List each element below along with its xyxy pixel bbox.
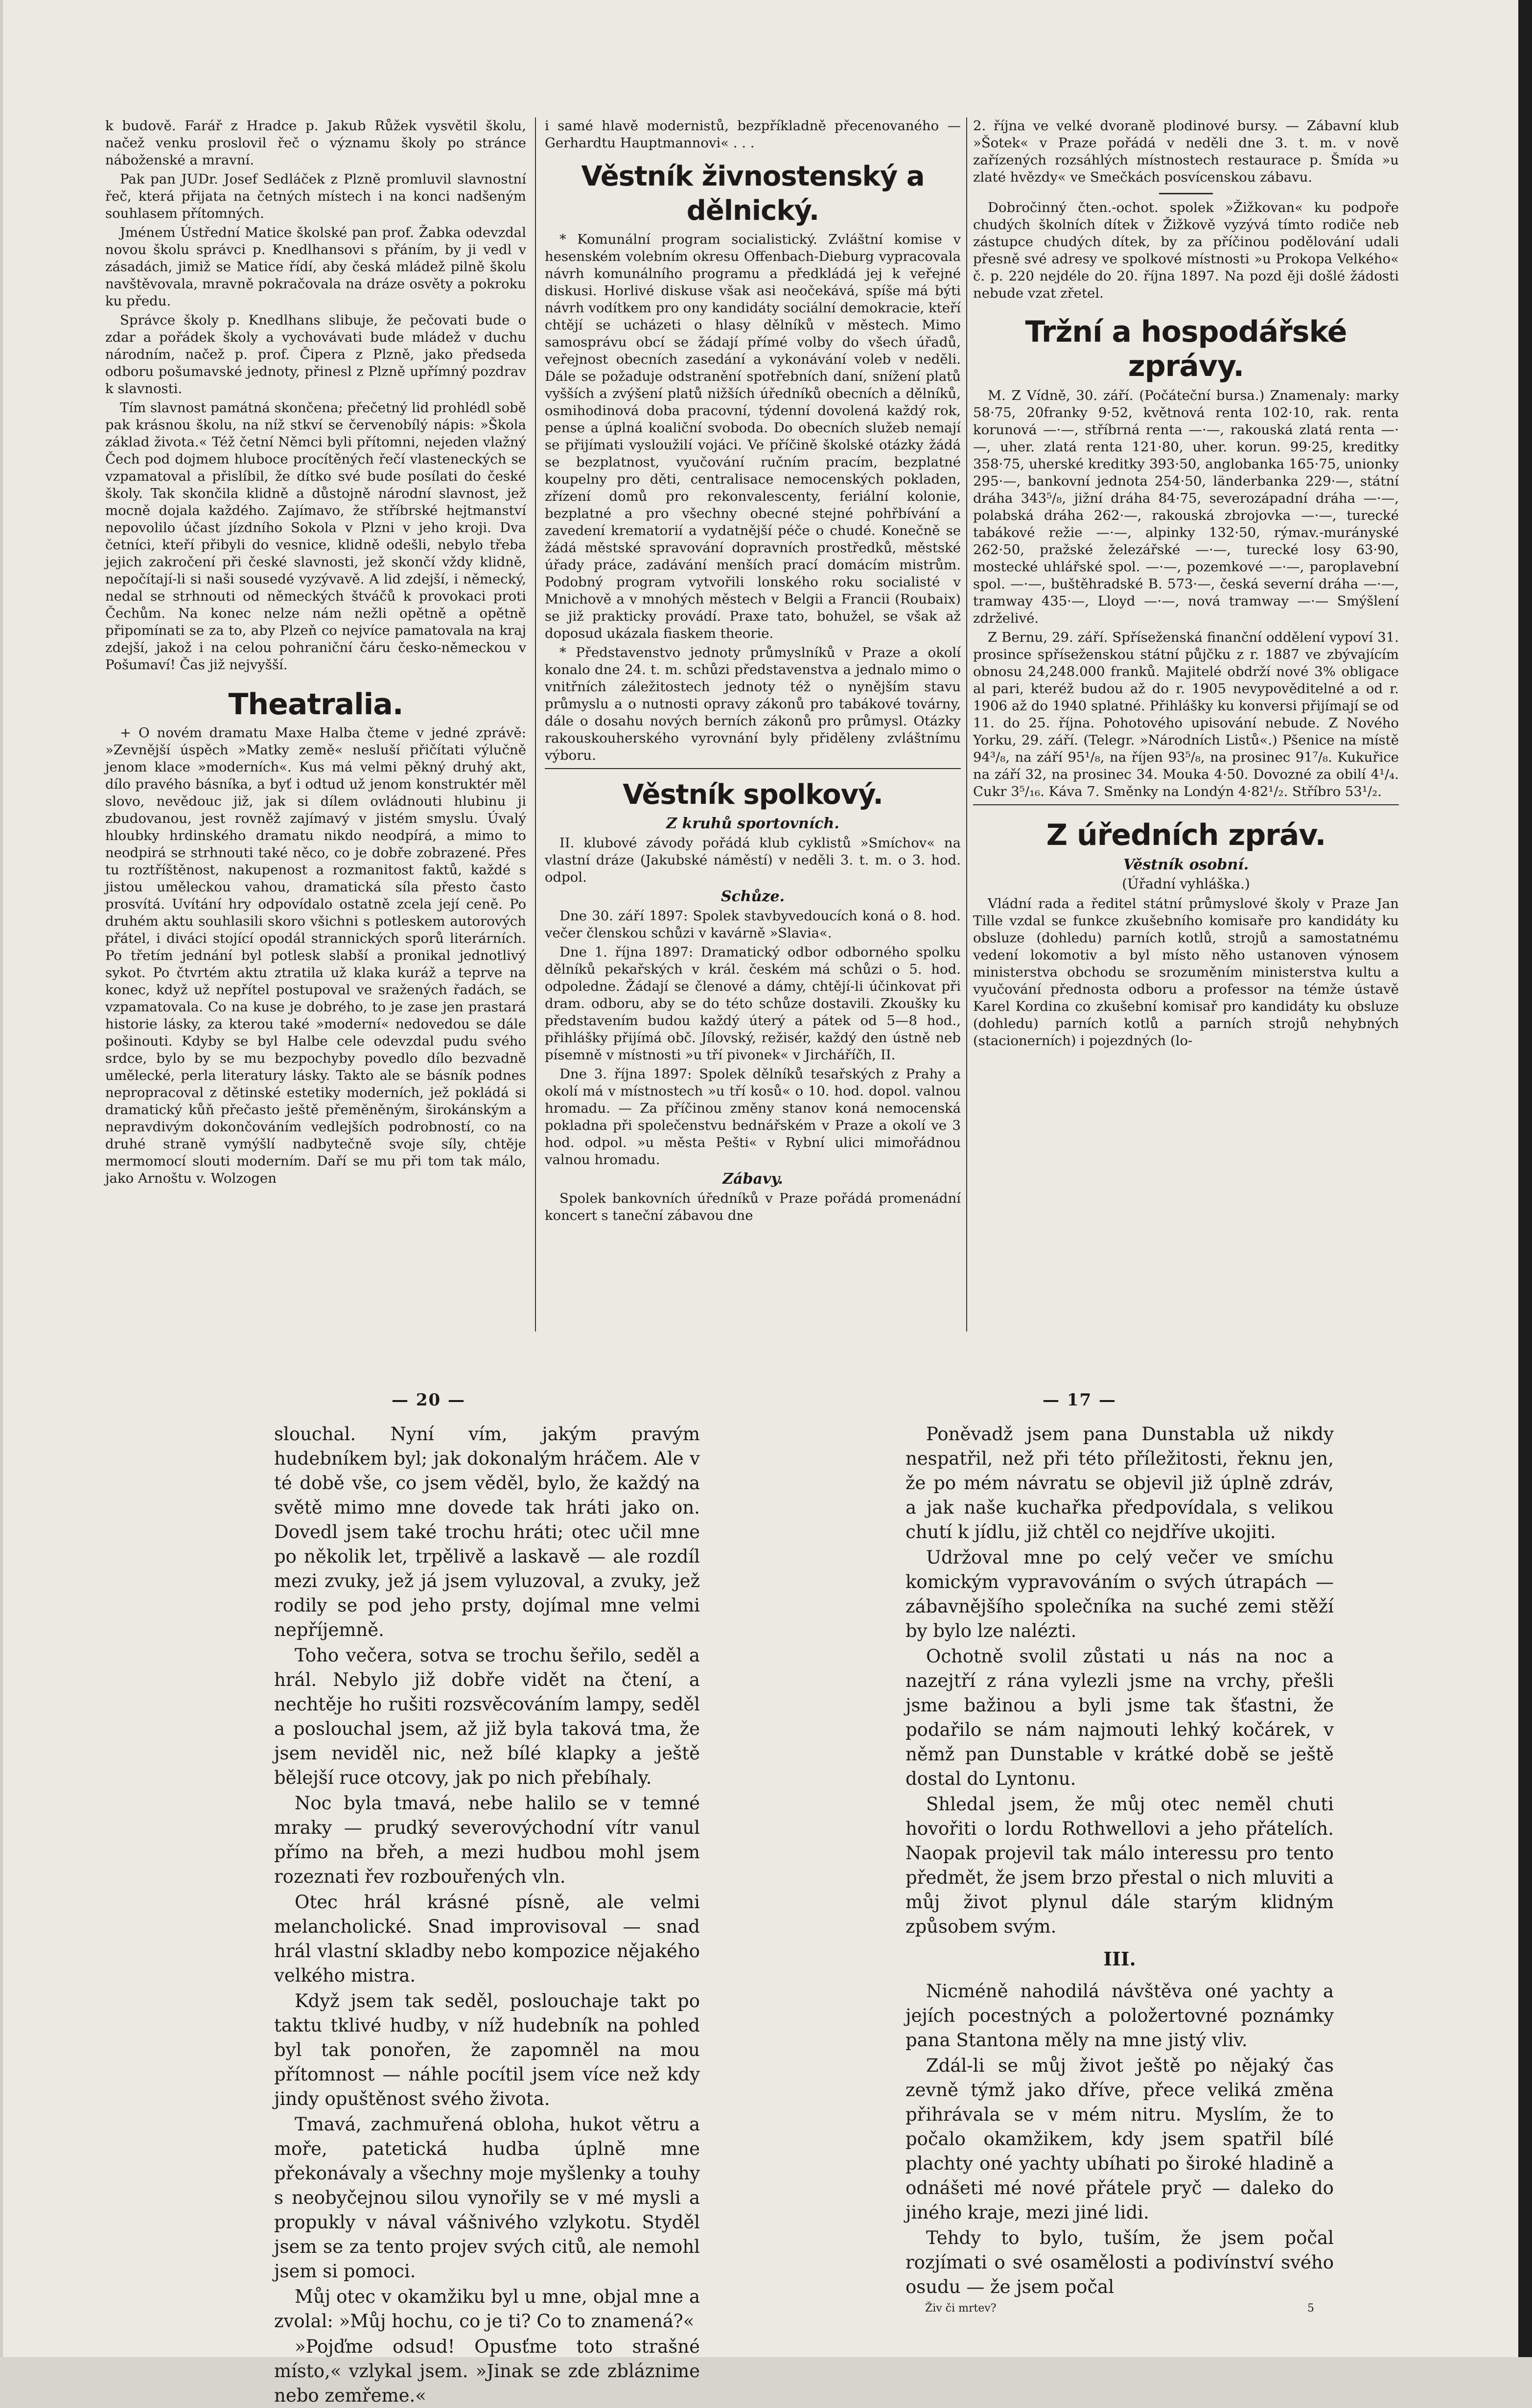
- paragraph: Správce školy p. Knedlhans slibuje, že pečovati bude o zdar a pořádek školy a vychovávati bude mládež v duchu národním, načež p. prof. Čipera z Plzně, jako předseda odboru pošumavské jednoty, přinesl z Plzně upřímný pozdrav k slavnosti.: [105, 312, 526, 397]
- section-heading-trzni-zpravy: Tržní a hospodářské zprávy.: [1025, 315, 1347, 383]
- paragraph: Dobročinný čten.-ochot. spolek »Žižkovan« ku podpoře chudých školních dítek v Žižkově vyzývá tímto rodiče neb zástupce chudých dítek, by za příčinou podělování udali přesně své adresy ve spolkové místnosti »u Prokopa Velkého« č. p. 220 nejdéle do 20. října 1897. Na pozd ěji došlé žádosti nebude vzat zřetel.: [973, 200, 1399, 301]
- subheading: Věstník osobní.: [1123, 856, 1249, 873]
- subheading-note: (Úřadní vyhláška.): [1122, 876, 1250, 892]
- page-footer: [905, 2302, 1334, 2314]
- paragraph: Když jsem tak seděl, poslouchaje takt po taktu tklivé hudby, v níž hudebník na pohled byl tak ponořen, že zapomněl na mou přítomnost — náhle pocítil jsem více než kdy jindy opuštěnost svého života.: [274, 1990, 700, 2109]
- paragraph: Vládní rada a ředitel státní průmyslové školy v Praze Jan Tille vzdal se funkce zkušebního komisaře pro kandidáty ku obsluze (dohledu) parních kotlů, strojů a samostatnému vedení lokomotiv a byl místo něho ustanoven výnosem ministerstva obchodu se srozuměním ministerstva kultu a vyučování přednosta odboru a professor na témže ústavě Karel Kordina co zkušební komisař pro kandidáty ku obsluze (dohledu) parních kotlů a parních strojů nehybných (stacionerních) i pojezdných (lo-: [973, 896, 1399, 1049]
- subheading: Z kruhů sportovních.: [666, 815, 839, 832]
- chapter-number: III.: [1103, 1948, 1136, 1970]
- paragraph: Ochotně svolil zůstati u nás na noc a nazejtří z rána vylezli jsme na vrchy, přešli jsme bažinou a byli jsme tak šťastni, že podařilo se nám najmouti lehký kočárek, v němž pan Dunstable v krátké době se ještě dostal do Lyntonu.: [905, 1646, 1334, 1789]
- subheading: Schůze.: [720, 888, 785, 905]
- paragraph: Udržoval mne po celý večer ve smíchu komickým vypravováním o svých útrapách — zábavnějšího společníka na suché zemi stěží by bylo lze nalézti.: [905, 1547, 1334, 1641]
- section-heading-vestnik-zivnostensky: Věstník živnostenský a dělnický.: [581, 161, 925, 227]
- footer-page: 5: [1307, 2302, 1314, 2314]
- page-number-left: — 20 —: [392, 1390, 465, 1410]
- page-number-right: — 17 —: [1043, 1390, 1116, 1410]
- paragraph: Dne 1. října 1897: Dramatický odbor odborného spolku dělníků pekařských v král. českém má schůzi o 5. hod. odpoledne. Žádají se členové a dámy, chtějí-li účinkovat při dram. odboru, aby se do této schůze dostavili. Zkoušky ku představením budou každý úterý a pátek od 5—8 hod., přihlášky přijímá obč. Jílovský, režisér, každý den ústně neb písemně v místnosti »u tří pivonek« v Jircháříčh, II.: [545, 944, 961, 1063]
- paragraph: Zdál-li se můj život ještě po nějaký čas zevně týmž jako dříve, přece veliká změna přihrávala se v mém nitru. Myslím, že to počalo okamžikem, kdy jsem spatřil bílé plachty oné yachty ubíhati po široké hladině a odnášeti mé nové přátele pryč — daleko do jiného kraje, mezi jiné lidi.: [905, 2055, 1334, 2223]
- paragraph: »Pojďme odsud! Opusťme toto strašné místo,« vzlykal jsem. »Jinak se zde zbláznime nebo zemřeme.«: [274, 2336, 700, 2406]
- column-middle: [545, 117, 961, 1366]
- paragraph: + O novém dramatu Maxe Halba čteme v jedné zprávě: »Zevnější úspěch »Matky země« nesluší přičítati výlučně jenom klace »moderních«. Kus má velmi pěkný druhý akt, dílo pravého básníka, a byť i odtud už jenom konstruktér měl slovo, nevědouc již, jak si dílem ovládnouti hlubinu ji zbudovanou, jest rovněž zajímavý v jistém smyslu. Úvalý hloubky hrdinského dramatu nikdo neodpírá, a mimo to neodpirá se strhnouti také něco, co je dobře zobrazené. Přes tu roztříštěnost, nakupenost a rozmanitost faktů, každé s jistou uměleckou vahou, dramatická síla přesto často prosvítá. Uvítání hry odpovídalo ostatně zcela její ceně. Po druhém aktu souhlasili skoro všichni s potleskem autorových přátel, i diváci stojící opodál strannických sporů literárních. Po třetím jednání byl potlesk slabší a pronikal jednotlivý sykot. Po čtvrtém aktu ztratila už klaka kuráž a teprve na konec, když už nepřítel postupoval ve sražených řadách, se vzpamatovala. Co na kuse je dobrého, to je zase jen prastará historie lásky, za kterou také »moderní« nedovedou se dále pošinouti. Kdyby se byl Halbe cele odevzdal pudu svého srdce, bylo by se mu bezpochyby povedlo dílo bezvadně umělecké, perla literatury lásky. Takto ale se básník podnes nepropracoval z dětinské estetiky moderních, jež pokládá si dramatický kůň přečasto ještě přeměněným, širokánským a nepravdivým dokončováním vedlejších podrobností, co na druhé straně vymýšlí nadbytečně svoje síly, chtěje mermomocí slouti moderním. Daří se mu při tom tak málo, jako Arnoštu v. Wolzogen: [105, 725, 526, 1186]
- paragraph: Toho večera, sotva se trochu šeřilo, seděl a hrál. Nebylo již dobře vidět na čtení, a nechtěje ho rušiti rozsvěcováním lampy, seděl a poslouchal jsem, až již byla taková tma, že jsem neviděl nic, než bílé klapky a ještě bělejší ruce otcovy, jak po nich přebíhaly.: [274, 1645, 700, 1788]
- paragraph: II. klubové závody pořádá klub cyklistů »Smíchov« na vlastní dráze (Jakubské náměstí) v neděli 3. t. m. o 3. hod. odpol.: [545, 835, 961, 885]
- paragraph: Dne 30. září 1897: Spolek stavbyvedoucích koná o 8. hod. večer členskou schůzi v kavárně »Slavia«.: [545, 908, 961, 941]
- paragraph: * Představenstvo jednoty průmyslníků v Praze a okolí konalo dne 24. t. m. schůzi představenstva a jednalo mimo o vnitřních záležitostech jednoty též o nynějším stavu průmyslu a o nutnosti opravy zákonů pro tabákové továrny, dále o dosahu nových berních zákonů pro průmysl. Otázky rakouskouherského vyrovnání byly přiděleny zvláštnímu výboru.: [545, 645, 961, 763]
- book-page-left: [274, 1422, 700, 2406]
- page-edge-right: [1518, 0, 1532, 2357]
- paragraph: Noc byla tmavá, nebe halilo se v temné mraky — prudký severovýchodní vítr vanul přímo na břeh, a mezi hudbou mohl jsem rozeznati řev rozbouřených vln.: [274, 1793, 700, 1887]
- paragraph: Pak pan JUDr. Josef Sedláček z Plzně promluvil slavnostní řeč, která přijata na četných místech i na konci nadšeným souhlasem přítomných.: [105, 171, 526, 221]
- column-left: [105, 117, 526, 1366]
- paragraph: Dne 3. října 1897: Spolek dělníků tesařských z Prahy a okolí má v místnostech »u tří kosů« o 10. hod. dopol. valnou hromadu. — Za příčinou změny stanov koná nemocenská pokladna při společenstvu bednářském v Praze a okolí ve 3 hod. odpol. »u města Pešti« v Rybní ulici mimořádnou valnou hromadu.: [545, 1066, 961, 1168]
- section-divider: [973, 804, 1399, 805]
- paragraph: Poněvadž jsem pana Dunstabla už nikdy nespatřil, než při této příležitosti, řeknu jen, že po mém návratu se objevil již úplně zdráv, a jak naše kuchařka předpovídala, s velikou chutí k jídlu, již chtěl co nejdříve ukojiti.: [905, 1424, 1334, 1543]
- section-divider: [545, 768, 961, 769]
- footer-title: Živ či mrtev?: [925, 2302, 997, 2314]
- paragraph: M. Z Vídně, 30. září. (Počáteční bursa.) Znamenaly: marky 58·75, 20franky 9·52, květnová renta 102·10, rak. renta korunová —·—, stříbrná renta —·—, rakouská zlatá renta —·—, uher. zlatá renta 121·80, uher. korun. 99·25, kreditky 358·75, uherské kreditky 393·50, anglobanka 165·75, unionky 295·—, bankovní jednota 254·50, länderbanka 229·—, státní dráha 343⁵/₈, jižní dráha 84·75, severozápadní dráha —·—, polabská dráha 262·—, rakouská zbrojovka —·—, turecké tabákové režie —·—, alpinky 132·50, rýmav.-murányské 262·50, pražské železářské —·—, turecké losy 63·90, mostecké uhlářské spol. —·—, pozemkové —·—, paroplavební spol. —·—, buštěhradské B. 573·—, česká severní dráha —·—, tramway 435·—, Lloyd —·—, nová tramway —·— Smýšlení zdrželivé.: [973, 388, 1399, 626]
- section-heading-z-uradnich-zprav: Z úředních zpráv.: [1046, 818, 1326, 852]
- column-rule: [966, 117, 967, 1332]
- paragraph: Nicméně nahodilá návštěva oné yachty a jejích pocestných a položertovné poznámky pana Stantona měly na mne jistý vliv.: [905, 1981, 1334, 2051]
- paragraph: Můj otec v okamžiku byl u mne, objal mne a zvolal: »Můj hochu, co je ti? Co to znamená?«: [274, 2286, 700, 2332]
- paragraph: Jménem Ústřední Matice školské pan prof. Žabka odevzdal novou školu správci p. Knedlhansovi s přáním, by ji vedl v zásadách, jimiž se Matice řídí, aby česká mládež pilně školu navštěvovala, mravně pokračovala na dráze osvěty a pokroku ku předu.: [105, 225, 526, 309]
- paragraph: slouchal. Nyní vím, jakým pravým hudebníkem byl; jak dokonalým hráčem. Ale v té době vše, co jsem věděl, bylo, že každý na světě mimo mne dovede tak hráti jako on. Dovedl jsem také trochu hráti; otec učil mne po několik let, trpělivě a laskavě — ale rozdíl mezi zvuky, jež já jsem vyluzoval, a zvuky, jež rodily se pod jeho prsty, dojímal mne velmi nepříjemně.: [274, 1424, 700, 1640]
- column-rule: [535, 117, 536, 1332]
- page-edge-left: [0, 0, 3, 2357]
- paragraph: Spolek bankovních úředníků v Praze pořádá promenádní koncert s taneční zábavou dne: [545, 1191, 961, 1223]
- paragraph: Shledal jsem, že můj otec neměl chuti hovořiti o lordu Rothwellovi a jeho přátelích. Naopak projevil tak málo interessu pro tento předmět, že jsem brzo přestal o nich mluviti a můj život plynul dále starým klidným způsobem svým.: [905, 1794, 1334, 1937]
- paragraph: i samé hlavě modernistů, bezpříkladně přecenovaného — Gerhardtu Hauptmannovi« . . .: [545, 118, 961, 151]
- paragraph: 2. října ve velké dvoraně plodinové bursy. — Zábavní klub »Šotek« v Praze pořádá v neděli dne 3. t. m. v nově zařízených rozsáhlých místnostech restaurace p. Šmída »u zlaté hvězdy« ve Smečkách posvícenskou zábavu.: [973, 118, 1399, 185]
- paragraph: Tmavá, zachmuřená obloha, hukot větru a moře, patetická hudba úplně mne překonávaly a všechny moje myšlenky a touhy s neobyčejnou silou vynořily se v mé mysli a propukly v nával vášnivého vzlykotu. Styděl jsem se za tento projev svých citů, ale nemohl jsem si pomoci.: [274, 2114, 700, 2282]
- paragraph: Z Bernu, 29. září. Spříseženská finanční oddělení vypoví 31. prosince spříseženskou státní půjčku z r. 1887 ve zbývajícím obnosu 24,248.000 franků. Majitelé obdrží nové 3% obligace al pari, kteréž budou až do r. 1905 nevypověditelné a od r. 1906 až do 1940 splatné. Přihlášky ku konversi přijímají se od 11. do 25. října. Pohotového upisování nebude. Z Nového Yorku, 29. září. (Telegr. »Národních Listů«.) Pšenice na místě 94³/₈, na září 95¹/₈, na říjen 93⁵/₈, na prosinec 91⁷/₈. Kukuřice na září 32, na prosinec 34. Mouka 4·50. Dovozné za obilí 4¹/₄. Cukr 3⁵/₁₆. Káva 7. Směnky na Londýn 4·82¹/₂. Stříbro 53¹/₂.: [973, 630, 1399, 799]
- divider: [1159, 193, 1213, 194]
- paragraph: Tehdy to bylo, tuším, že jsem počal rozjímati o své osamělosti a podivínství svého osudu — že jsem počal: [905, 2227, 1334, 2297]
- paragraph: k budově. Farář z Hradce p. Jakub Růžek vysvětil školu, načež venku proslovil řeč o významu školy po stránce náboženské a mravní.: [105, 118, 526, 168]
- paragraph: Tím slavnost památná skončena; přečetný lid prohlédl sobě pak krásnou školu, na níž stkví se červenobílý nápis: »Škola základ života.« Též četní Němci byli přítomni, nejeden vlažný Čech pod dojmem hluboce procítěných řečí vlasteneckých se vzpamatoval a přislíbil, že dítko své bude posílati do české školy. Tak skončila klidně a důstojně národní slavnost, jež mocně dojala každého. Zajímavo, že stříbrské hejtmanství nepovolilo účast jízdního Sokola v Plzni v jeho kroji. Dva četníci, kteří přibyli do vesnice, klidně odešli, nebylo třeba jejich zakročení při české slavnosti, jež skončí vždy klidně, nepočítají-li si naši sousedé vyzývavě. A lid zdejší, i německý, nedal se strhnouti od německých štváčů k provokaci proti Čechům. Na konec nelze nám nežli opětně a opětně připomínati se za to, aby Plzeň co nejvíce pamatovala na kraj zdejší, jakož i na celou pohraniční čáru česko-německou v Pošumaví! Čas již nejvyšší.: [105, 400, 526, 673]
- section-heading-vestnik-spolkovy: Věstník spolkový.: [623, 779, 883, 811]
- paragraph: * Komunální program socialistický. Zvláštní komise v hesenském volebním okresu Offenbach-Dieburg vypracovala návrh komunálního programu a předkládá jej k veřejné diskusi. Horlivé diskuse však asi neočekává, spíše má býti návrh vodítkem pro ony kandidáty sociální demokracie, kteří chtějí se ucházeti o hlasy dělníků v městech. Mimo samosprávu obcí se žádají přímé volby do všech úřadů, veřejnost obecních zasedání a vykonávání voleb v neděli. Dále se požaduje odstranění spotřebních daní, snížení platů vyšších a zvýšení platů nižších úředníků obecních a dělníků, osmihodinová doba pracovní, týdenní dovolená každý rok, pense a úplná koaliční svoboda. Do obecních služeb nemají se přijímati vysloužilí vojáci. Ve příčině školské otázky žádá se bezplatnost, vyučování ručním pracím, bezplatné koupelny pro děti, centralisace nemocenských pokladen, zřízení domů pro rekonvalescenty, feriální kolonie, bezplatné a pro všechny obecné stejné pohřbívání a zavedení krematorií a vydatnější péče o chudé. Konečně se žádá městské spravování dopravních prostředků, městské úřady práce, zadávání menších prací domácím mistrům. Podobný program vytvořili lonského roku socialisté v Mnichově a v mnohých městech v Belgii a Francii (Roubaix) se již prakticky provádí. Praxe tato, bohužel, se však až doposud ukázala fiaskem theorie.: [545, 232, 961, 641]
- subheading: Zábavy.: [722, 1170, 783, 1188]
- paragraph: Otec hrál krásné písně, ale velmi melancholické. Snad improvisoval — snad hrál vlastní skladby nebo kompozice nějakého velkého mistra.: [274, 1892, 700, 1986]
- book-page-right: [905, 1422, 1334, 2318]
- section-heading-theatralia: Theatralia.: [228, 687, 403, 722]
- column-right: [973, 117, 1399, 1366]
